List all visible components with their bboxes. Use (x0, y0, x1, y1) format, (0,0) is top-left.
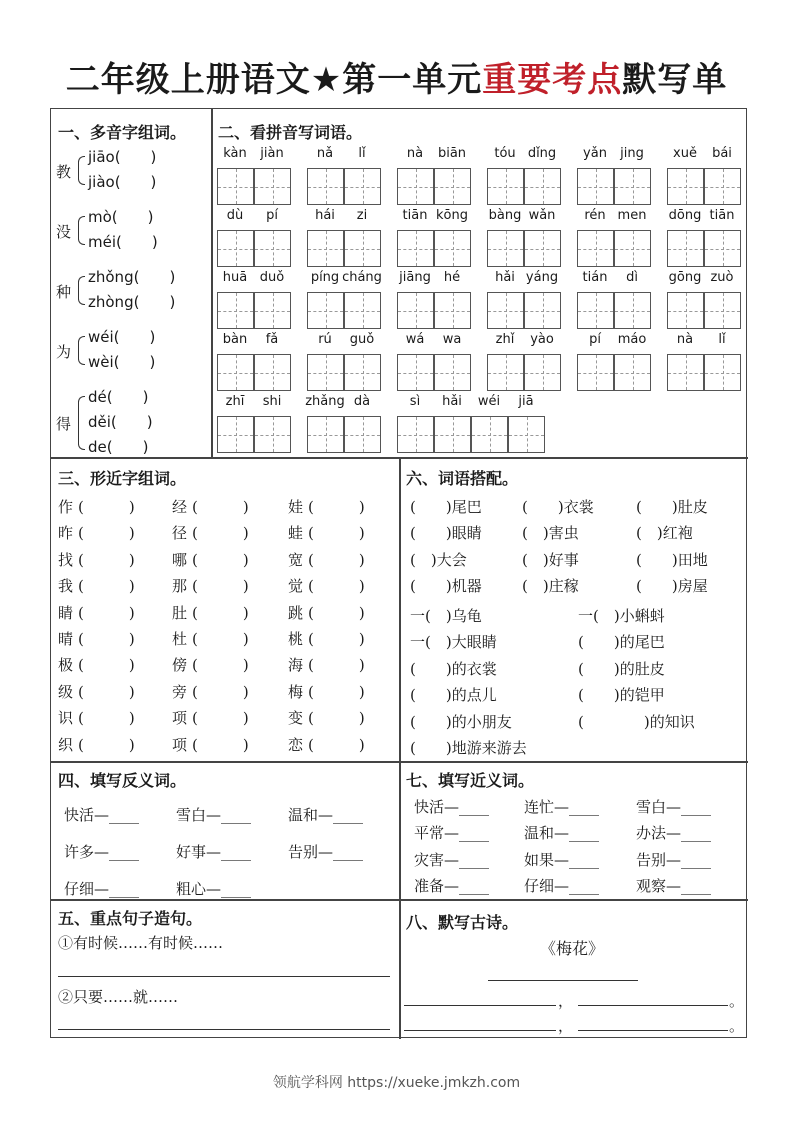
match-phrase[interactable]: 一( )大眼睛 (410, 633, 497, 652)
divider (211, 109, 213, 457)
tianzige-box[interactable] (667, 354, 704, 391)
similar-char: 项 (172, 709, 188, 728)
tianzige-box[interactable] (344, 230, 381, 267)
answer-bracket[interactable]: ( ) (78, 498, 135, 516)
answer-bracket[interactable]: ( ) (78, 577, 135, 596)
match-item[interactable]: ( )害虫 (522, 524, 579, 543)
section-6-title: 六、词语搭配。 (406, 469, 519, 488)
polyphone-reading[interactable]: jiào( ) (88, 173, 157, 191)
pinyin-syllable: shi (262, 394, 282, 409)
similar-char: 哪 (172, 550, 188, 569)
answer-bracket[interactable]: ( ) (78, 735, 135, 754)
similar-char: 杜 (172, 630, 188, 648)
answer-bracket[interactable]: ( ) (78, 550, 135, 569)
similar-char: 那 (172, 577, 188, 596)
pinyin-syllable: yǎn (583, 146, 607, 161)
pinyin-syllable: bàn (222, 332, 248, 347)
tianzige-box[interactable] (217, 292, 254, 329)
section-4-title: 四、填写反义词。 (58, 771, 187, 790)
synonym-item[interactable]: 平常—____ (414, 824, 490, 843)
match-item[interactable]: ( )尾巴 (410, 498, 482, 516)
poem-comma: ， (558, 1017, 574, 1035)
match-phrase[interactable]: ( )的点儿 (410, 686, 497, 705)
tianzige-box[interactable] (307, 230, 344, 267)
pinyin-syllable: lǐ (358, 146, 366, 161)
poem-line[interactable] (404, 1005, 556, 1006)
brace-icon (78, 156, 85, 185)
match-item[interactable]: ( )眼睛 (410, 524, 482, 543)
polyphone-char: 教 (56, 162, 72, 181)
pinyin-syllable: lǐ (718, 332, 726, 347)
antonym-item[interactable]: 好事—____ (176, 843, 252, 861)
pinyin-syllable: wéi (477, 394, 501, 409)
answer-bracket[interactable]: ( ) (192, 550, 249, 569)
pinyin-syllable: nǎ (316, 146, 334, 161)
match-item[interactable]: ( )房屋 (636, 577, 708, 596)
polyphone-reading[interactable]: wéi( ) (88, 328, 156, 346)
tianzige-box[interactable] (704, 168, 741, 205)
section-1-title: 一、多音字组词。 (58, 123, 187, 142)
tianzige-box[interactable] (397, 354, 434, 391)
similar-char: 海 (288, 656, 304, 675)
pinyin-syllable: wǎn (528, 208, 556, 223)
tianzige-box[interactable] (307, 354, 344, 391)
poem-line[interactable] (404, 1030, 556, 1031)
answer-bracket[interactable]: ( ) (308, 656, 365, 675)
pinyin-syllable: wá (405, 332, 425, 347)
pinyin-syllable: fǎ (265, 332, 279, 347)
pinyin-syllable: bàng (488, 208, 522, 223)
tianzige-box[interactable] (667, 292, 704, 329)
tianzige-box[interactable] (614, 230, 651, 267)
similar-char: 昨 (58, 524, 74, 543)
pinyin-syllable: nà (676, 332, 694, 347)
tianzige-box[interactable] (217, 230, 254, 267)
match-phrase[interactable]: 一( )乌龟 (410, 607, 482, 625)
tianzige-box[interactable] (508, 416, 545, 453)
match-phrase[interactable]: ( )的衣裳 (410, 659, 497, 678)
page-title (0, 52, 793, 101)
pinyin-syllable: cháng (342, 270, 382, 285)
answer-bracket[interactable]: ( ) (308, 735, 365, 754)
similar-char: 极 (58, 656, 74, 675)
answer-line[interactable] (58, 976, 390, 977)
tianzige-box[interactable] (397, 416, 434, 453)
similar-char: 梅 (288, 682, 304, 701)
answer-bracket[interactable]: ( ) (192, 709, 249, 728)
tianzige-box[interactable] (254, 230, 291, 267)
pinyin-syllable: bái (712, 146, 732, 161)
tianzige-box[interactable] (667, 168, 704, 205)
pinyin-syllable: dōng (668, 208, 702, 223)
tianzige-box[interactable] (614, 354, 651, 391)
similar-char: 织 (58, 735, 74, 754)
pinyin-syllable: yáng (525, 270, 559, 285)
match-phrase[interactable]: ( )的小朋友 (410, 712, 512, 731)
tianzige-box[interactable] (524, 168, 561, 205)
pinyin-syllable: dà (353, 394, 371, 409)
answer-bracket[interactable]: ( ) (192, 577, 249, 596)
polyphone-reading[interactable]: zhòng( ) (88, 293, 176, 311)
tianzige-box[interactable] (524, 292, 561, 329)
synonym-item[interactable]: 如果—____ (524, 850, 600, 869)
tianzige-box[interactable] (397, 292, 434, 329)
match-item[interactable]: ( )衣裳 (522, 498, 594, 516)
similar-char: 觉 (288, 577, 304, 596)
pinyin-syllable: zhǎng (305, 394, 345, 409)
match-item[interactable]: ( )肚皮 (636, 498, 708, 516)
tianzige-box[interactable] (307, 416, 344, 453)
answer-bracket[interactable]: ( ) (308, 498, 365, 516)
poem-line[interactable] (578, 1005, 728, 1006)
antonym-item[interactable]: 告别—____ (288, 843, 364, 861)
synonym-item[interactable]: 办法—____ (636, 824, 712, 843)
pinyin-syllable: biān (437, 146, 467, 161)
polyphone-reading[interactable]: jiāo( ) (88, 148, 157, 166)
polyphone-reading[interactable]: zhǒng( ) (88, 268, 176, 286)
pinyin-syllable: yào (530, 332, 554, 347)
title-part1: 二年级上册语文★第一单元 (65, 60, 483, 100)
pinyin-syllable: tóu (494, 146, 516, 161)
tianzige-box[interactable] (254, 416, 291, 453)
similar-char: 变 (288, 709, 304, 728)
pinyin-syllable: jiàn (260, 146, 284, 161)
pinyin-syllable: rú (318, 332, 332, 347)
pinyin-syllable: tiān (402, 208, 428, 223)
pinyin-syllable: rén (584, 208, 606, 223)
tianzige-box[interactable] (307, 168, 344, 205)
antonym-item[interactable]: 许多—____ (64, 843, 140, 861)
answer-bracket[interactable]: ( ) (78, 630, 135, 648)
pinyin-syllable: dì (626, 270, 638, 285)
similar-char: 跳 (288, 603, 304, 622)
tianzige-box[interactable] (434, 168, 471, 205)
pinyin-syllable: pí (266, 208, 278, 223)
antonym-item[interactable]: 雪白—____ (176, 806, 252, 824)
poem-title: 《梅花》 (540, 939, 605, 958)
synonym-item[interactable]: 快活—____ (414, 798, 490, 816)
tianzige-box[interactable] (217, 354, 254, 391)
tianzige-box[interactable] (434, 230, 471, 267)
match-item[interactable]: ( )机器 (410, 577, 482, 596)
pinyin-syllable: sì (409, 394, 421, 409)
polyphone-reading[interactable]: de( ) (88, 438, 149, 456)
pinyin-syllable: zuò (710, 270, 734, 285)
tianzige-box[interactable] (577, 230, 614, 267)
poem-author-line[interactable] (488, 980, 638, 981)
section-5-title: 五、重点句子造句。 (58, 909, 203, 928)
poem-line[interactable] (578, 1030, 728, 1031)
pinyin-syllable: dǐng (527, 146, 557, 161)
pinyin-syllable: guǒ (349, 332, 375, 347)
tianzige-box[interactable] (524, 230, 561, 267)
tianzige-box[interactable] (217, 168, 254, 205)
tianzige-box[interactable] (434, 354, 471, 391)
antonym-item[interactable]: 温和—____ (288, 806, 364, 824)
tianzige-box[interactable] (397, 168, 434, 205)
tianzige-box[interactable] (434, 292, 471, 329)
antonym-item[interactable]: 快活—____ (64, 806, 140, 824)
pinyin-syllable: píng (310, 270, 340, 285)
brace-icon (78, 396, 85, 450)
pinyin-syllable: wa (442, 332, 462, 347)
match-item[interactable]: ( )红袍 (636, 524, 693, 543)
similar-char: 晴 (58, 630, 74, 648)
tianzige-box[interactable] (344, 168, 381, 205)
section-3-title: 三、形近字组词。 (58, 469, 187, 488)
answer-bracket[interactable]: ( ) (78, 709, 135, 728)
sentence-prompt-1: ①有时候……有时候…… (58, 934, 224, 952)
pinyin-syllable: gōng (668, 270, 702, 285)
similar-char: 旁 (172, 682, 188, 701)
pinyin-syllable: huā (222, 270, 248, 285)
similar-char: 蛙 (288, 524, 304, 543)
brace-icon (78, 336, 85, 365)
similar-char: 项 (172, 735, 188, 754)
match-phrase[interactable]: ( )的铠甲 (578, 686, 665, 705)
pinyin-syllable: men (617, 208, 647, 223)
tianzige-box[interactable] (254, 168, 291, 205)
answer-bracket[interactable]: ( ) (78, 682, 135, 701)
section-7-title: 七、填写近义词。 (406, 771, 535, 790)
pinyin-syllable: tián (582, 270, 608, 285)
tianzige-box[interactable] (704, 292, 741, 329)
pinyin-syllable: xuě (673, 146, 697, 161)
pinyin-syllable: nà (406, 146, 424, 161)
tianzige-box[interactable] (434, 416, 471, 453)
polyphone-char: 为 (56, 342, 72, 361)
polyphone-reading[interactable]: wèi( ) (88, 353, 156, 371)
answer-bracket[interactable]: ( ) (192, 603, 249, 622)
synonym-item[interactable]: 仔细—____ (524, 877, 600, 896)
match-item[interactable]: ( )大会 (410, 550, 467, 569)
footer-watermark: 领航学科网 https://xueke.jmkzh.com (272, 1075, 521, 1091)
polyphone-char: 没 (56, 222, 72, 241)
match-item[interactable]: ( )庄稼 (522, 577, 579, 596)
similar-char: 睛 (58, 603, 74, 622)
pinyin-syllable: zhǐ (495, 332, 515, 347)
tianzige-box[interactable] (487, 292, 524, 329)
poem-period: 。 (729, 992, 745, 1010)
similar-char: 径 (172, 524, 188, 543)
similar-char: 经 (172, 498, 188, 516)
answer-bracket[interactable]: ( ) (192, 656, 249, 675)
answer-bracket[interactable]: ( ) (308, 550, 365, 569)
pinyin-syllable: jiā (518, 394, 534, 409)
synonym-item[interactable]: 告别—____ (636, 850, 712, 869)
brace-icon (78, 276, 85, 305)
match-phrase[interactable]: ( )的肚皮 (578, 659, 665, 678)
synonym-item[interactable]: 观察—____ (636, 877, 712, 896)
pinyin-syllable: kōng (436, 208, 468, 223)
synonym-item[interactable]: 连忙—____ (524, 798, 600, 816)
title-highlight: 重要考点 (482, 60, 623, 100)
similar-char: 恋 (288, 735, 304, 754)
answer-bracket[interactable]: ( ) (192, 735, 249, 754)
pinyin-syllable: hé (443, 270, 461, 285)
answer-bracket[interactable]: ( ) (192, 630, 249, 648)
similar-char: 作 (58, 498, 74, 516)
similar-char: 我 (58, 577, 74, 596)
pinyin-syllable: jing (620, 146, 644, 161)
polyphone-char: 得 (56, 415, 72, 433)
similar-char: 级 (58, 682, 74, 701)
synonym-item[interactable]: 准备—____ (414, 877, 490, 896)
polyphone-char: 种 (56, 282, 72, 301)
match-item[interactable]: ( )田地 (636, 550, 708, 569)
pinyin-syllable: hǎi (442, 394, 462, 409)
tianzige-box[interactable] (254, 354, 291, 391)
tianzige-box[interactable] (524, 354, 561, 391)
poem-period: 。 (729, 1017, 745, 1035)
section-8-title: 八、默写古诗。 (406, 913, 519, 932)
tianzige-box[interactable] (487, 168, 524, 205)
poem-comma: ， (558, 992, 574, 1010)
answer-bracket[interactable]: ( ) (192, 498, 249, 516)
polyphone-reading[interactable]: mò( ) (88, 208, 154, 226)
similar-char: 宽 (288, 550, 304, 569)
match-phrase[interactable]: 一( )小蝌蚪 (578, 607, 665, 625)
answer-bracket[interactable]: ( ) (192, 524, 249, 543)
pinyin-syllable: pí (589, 332, 601, 347)
answer-bracket[interactable]: ( ) (192, 682, 249, 701)
match-phrase[interactable]: ( )的知识 (578, 712, 695, 731)
tianzige-box[interactable] (577, 168, 614, 205)
polyphone-reading[interactable]: dé( ) (88, 388, 149, 406)
similar-char: 傍 (172, 656, 188, 675)
tianzige-box[interactable] (704, 230, 741, 267)
tianzige-box[interactable] (217, 416, 254, 453)
similar-char: 找 (58, 550, 74, 569)
pinyin-syllable: jiāng (399, 270, 431, 285)
similar-char: 娃 (288, 498, 304, 516)
synonym-item[interactable]: 温和—____ (524, 824, 600, 843)
pinyin-syllable: duǒ (259, 270, 285, 285)
pinyin-syllable: hái (315, 208, 335, 223)
match-phrase[interactable]: ( )地游来游去 (410, 739, 527, 757)
answer-bracket[interactable]: ( ) (78, 524, 135, 543)
pinyin-syllable: máo (617, 332, 647, 347)
similar-char: 肚 (172, 603, 188, 622)
answer-bracket[interactable]: ( ) (308, 682, 365, 701)
title-part3: 默写单 (622, 60, 728, 100)
similar-char: 识 (58, 709, 74, 728)
answer-bracket[interactable]: ( ) (308, 630, 365, 648)
match-item[interactable]: ( )好事 (522, 550, 579, 569)
tianzige-box[interactable] (307, 292, 344, 329)
similar-char: 桃 (288, 630, 304, 648)
tianzige-box[interactable] (397, 230, 434, 267)
answer-bracket[interactable]: ( ) (78, 603, 135, 622)
sentence-prompt-2: ②只要……就…… (58, 988, 179, 1006)
match-phrase[interactable]: ( )的尾巴 (578, 633, 665, 652)
answer-bracket[interactable]: ( ) (308, 577, 365, 596)
tianzige-box[interactable] (614, 168, 651, 205)
answer-line[interactable] (58, 1029, 390, 1030)
answer-bracket[interactable]: ( ) (308, 709, 365, 728)
tianzige-box[interactable] (704, 354, 741, 391)
tianzige-box[interactable] (344, 416, 381, 453)
brace-icon (78, 216, 85, 245)
tianzige-box[interactable] (344, 292, 381, 329)
divider (399, 457, 401, 1039)
tianzige-box[interactable] (344, 354, 381, 391)
synonym-item[interactable]: 雪白—____ (636, 798, 712, 816)
antonym-item[interactable]: 粗心—____ (176, 880, 252, 898)
tianzige-box[interactable] (667, 230, 704, 267)
tianzige-box[interactable] (471, 416, 508, 453)
pinyin-syllable: zi (356, 208, 368, 223)
polyphone-reading[interactable]: děi( ) (88, 413, 153, 431)
pinyin-syllable: hǎi (495, 270, 515, 285)
synonym-item[interactable]: 灾害—____ (414, 850, 490, 869)
answer-bracket[interactable]: ( ) (308, 603, 365, 622)
answer-bracket[interactable]: ( ) (308, 524, 365, 543)
tianzige-box[interactable] (577, 292, 614, 329)
tianzige-box[interactable] (577, 354, 614, 391)
antonym-item[interactable]: 仔细—____ (64, 880, 140, 898)
pinyin-syllable: dù (226, 208, 244, 223)
answer-bracket[interactable]: ( ) (78, 656, 135, 675)
tianzige-box[interactable] (487, 230, 524, 267)
tianzige-box[interactable] (614, 292, 651, 329)
pinyin-syllable: tiān (709, 208, 735, 223)
tianzige-box[interactable] (487, 354, 524, 391)
pinyin-syllable: zhī (225, 394, 245, 409)
tianzige-box[interactable] (254, 292, 291, 329)
section-2-title: 二、看拼音写词语。 (218, 123, 363, 142)
polyphone-reading[interactable]: méi( ) (88, 233, 158, 251)
pinyin-syllable: kàn (223, 146, 247, 161)
